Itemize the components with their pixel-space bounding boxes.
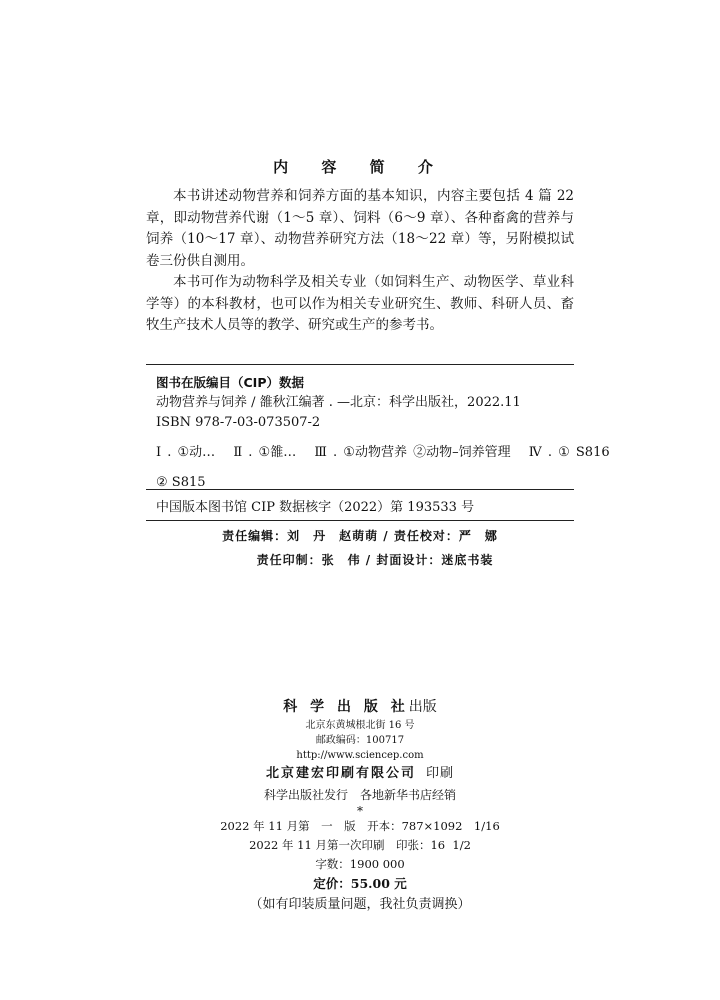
- publisher-name: 科 学 出 版 社: [283, 699, 409, 715]
- separator-star: *: [357, 804, 363, 818]
- imprint-block: [0, 696, 720, 916]
- cip-classification: [156, 443, 610, 463]
- cip-middle-rule: [146, 489, 574, 490]
- cip-block: [156, 373, 610, 493]
- cip-top-rule: [146, 364, 574, 365]
- price: 定价：55.00 元: [313, 876, 407, 891]
- printing-line: 2022 年 11 月第一次印刷 印张：16 1/2: [249, 838, 471, 852]
- intro-body: [146, 186, 574, 337]
- cip-isbn: ISBN 978-7-03-073507-2: [156, 415, 321, 430]
- publisher-suffix: 出版: [408, 699, 437, 715]
- publisher-url: http://www.sciencep.com: [296, 750, 424, 761]
- quality-note: （如有印装质量问题，我社负责调换）: [249, 897, 471, 912]
- printer-suffix: 印刷: [426, 766, 455, 781]
- cip-heading: 图书在版编目（CIP）数据: [156, 375, 304, 390]
- printer-line: [0, 763, 720, 785]
- intro-title: 内 容 简 介: [273, 158, 447, 176]
- word-count: 字数：1900 000: [315, 857, 405, 871]
- editors-line-2: 责任印制：张 伟 / 封面设计：迷底书装: [256, 553, 494, 567]
- publisher-address: 北京东黄城根北街 16 号: [305, 720, 415, 731]
- cip-bottom-rule: [146, 520, 574, 521]
- cip-verification: 中国版本图书馆 CIP 数据核字（2022）第 193533 号: [156, 500, 475, 515]
- edition-line: 2022 年 11 月第 一 版 开本：787×1092 1/16: [220, 819, 500, 833]
- editors-line-1: 责任编辑：刘 丹 赵萌萌 / 责任校对：严 娜: [222, 529, 498, 543]
- cip-class-4: Ⅳ . ① S816: [528, 445, 610, 460]
- distribution-line: 科学出版社发行 各地新华书店经销: [263, 788, 456, 802]
- publisher-line: [0, 696, 720, 718]
- intro-paragraph-1: 本书讲述动物营养和饲养方面的基本知识，内容主要包括 4 篇 22 章，即动物营养代谢（1～5 章）、饲料（6～9 章）、各种畜禽的营养与饲养（10～17 章）、动物营养研究方法（18～22 章）等，另附模拟试卷三份供自测用。: [146, 188, 574, 269]
- cip-title-line: 动物营养与饲养 / 雒秋江编著 . —北京：科学出版社，2022.11: [156, 395, 521, 410]
- printer-name: 北京建宏印刷有限公司: [265, 766, 416, 781]
- intro-paragraph-2: 本书可作为动物科学及相关专业（如饲料生产、动物医学、草业科学等）的本科教材，也可以作为相关专业研究生、教师、科研人员、畜牧生产技术人员等的教学、研究或生产的参考书。: [146, 274, 574, 333]
- publisher-postcode: 邮政编码：100717: [315, 735, 405, 746]
- cip-class-1: Ⅰ . ①动…: [156, 445, 216, 460]
- cip-class-2: Ⅱ . ①雒…: [233, 445, 297, 460]
- cip-classification-cont: ② S815: [156, 475, 206, 490]
- cip-class-3: Ⅲ . ①动物营养 ②动物–饲养管理: [314, 445, 511, 460]
